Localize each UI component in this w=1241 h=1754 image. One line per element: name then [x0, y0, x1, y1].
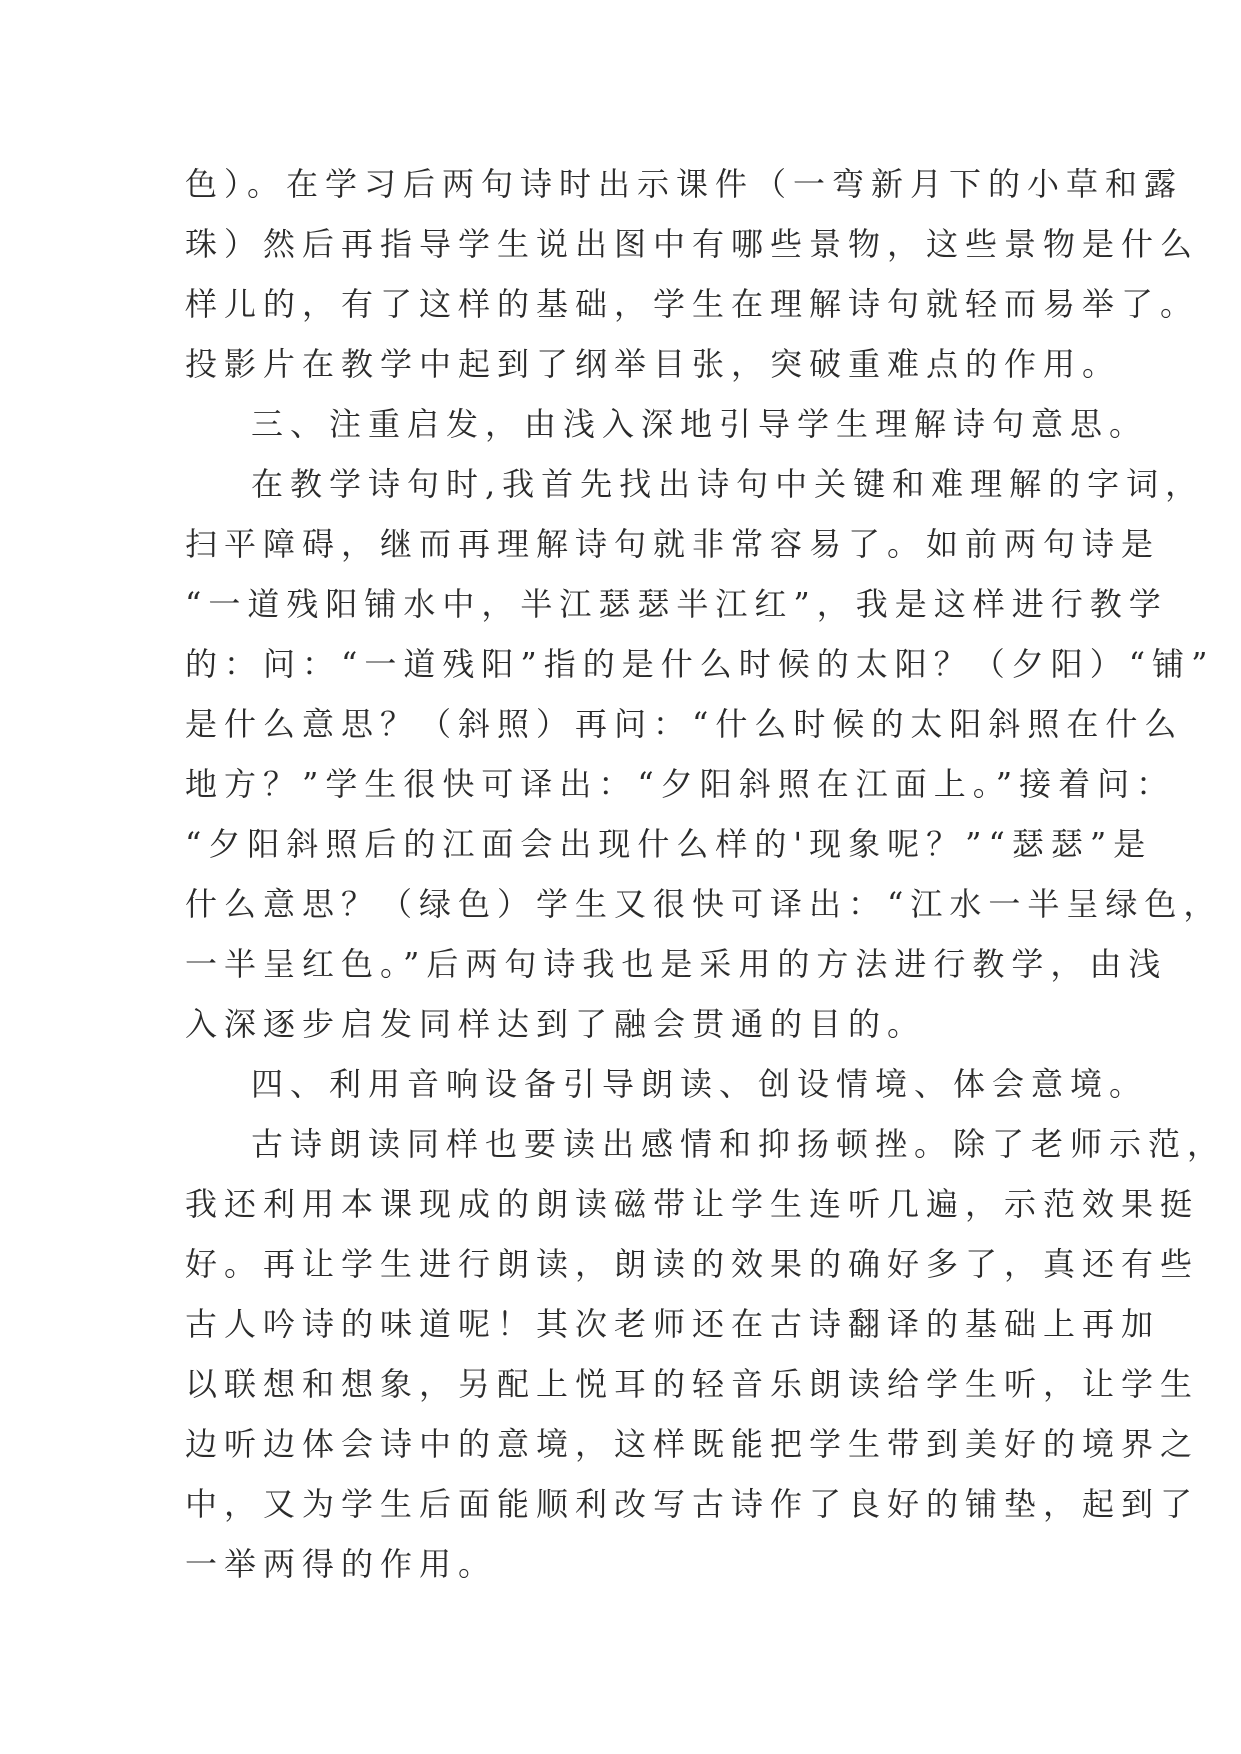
text-line: 我还利用本课现成的朗读磁带让学生连听几遍，示范效果挺	[185, 1185, 1200, 1223]
text-line: 中，又为学生后面能顺利改写古诗作了良好的铺垫，起到了	[185, 1485, 1200, 1523]
text-line: 是什么意思？（斜照）再问：“什么时候的太阳斜照在什么	[185, 705, 1184, 743]
text-line: 在教学诗句时,我首先找出诗句中关键和难理解的字词，	[251, 465, 1205, 503]
text-line: 扫平障碍，继而再理解诗句就非常容易了。如前两句诗是	[185, 525, 1161, 563]
text-line: 以联想和想象，另配上悦耳的轻音乐朗读给学生听，让学生	[185, 1365, 1200, 1403]
text-line: 边听边体会诗中的意境，这样既能把学生带到美好的境界之	[185, 1425, 1200, 1463]
text-line: 好。再让学生进行朗读，朗读的效果的确好多了，真还有些	[185, 1245, 1200, 1283]
text-line: 色）。在学习后两句诗时出示课件（一弯新月下的小草和露	[185, 165, 1184, 203]
text-line: 的：问：“一道残阳”指的是什么时候的太阳？（夕阳）“铺”	[185, 645, 1215, 683]
section-heading-3: 三、注重启发，由浅入深地引导学生理解诗句意思。	[251, 405, 1149, 443]
text-line: 珠）然后再指导学生说出图中有哪些景物，这些景物是什么	[185, 225, 1200, 263]
text-line: 入深逐步启发同样达到了融会贯通的目的。	[185, 1005, 927, 1043]
text-line: 一半呈红色。”后两句诗我也是采用的方法进行教学，由浅	[185, 945, 1168, 983]
text-line: 地方？”学生很快可译出：“夕阳斜照在江面上。”接着问：	[185, 765, 1176, 803]
text-line: 什么意思？（绿色）学生又很快可译出：“江水一半呈绿色，	[185, 885, 1223, 923]
text-line: “一道残阳铺水中，半江瑟瑟半江红”，我是这样进行教学	[185, 585, 1168, 623]
body-text	[185, 154, 1227, 1594]
text-line: 样儿的，有了这样的基础，学生在理解诗句就轻而易举了。	[185, 285, 1200, 323]
text-line: 一举两得的作用。	[185, 1545, 498, 1583]
text-line: “夕阳斜照后的江面会出现什么样的'现象呢？”“瑟瑟”是	[185, 825, 1153, 863]
text-line: 古人吟诗的味道呢！其次老师还在古诗翻译的基础上再加	[185, 1305, 1161, 1343]
section-heading-4: 四、利用音响设备引导朗读、创设情境、体会意境。	[251, 1065, 1149, 1103]
text-line: 古诗朗读同样也要读出感情和抑扬顿挫。除了老师示范，	[251, 1125, 1227, 1163]
text-line: 投影片在教学中起到了纲举目张，突破重难点的作用。	[185, 345, 1122, 383]
